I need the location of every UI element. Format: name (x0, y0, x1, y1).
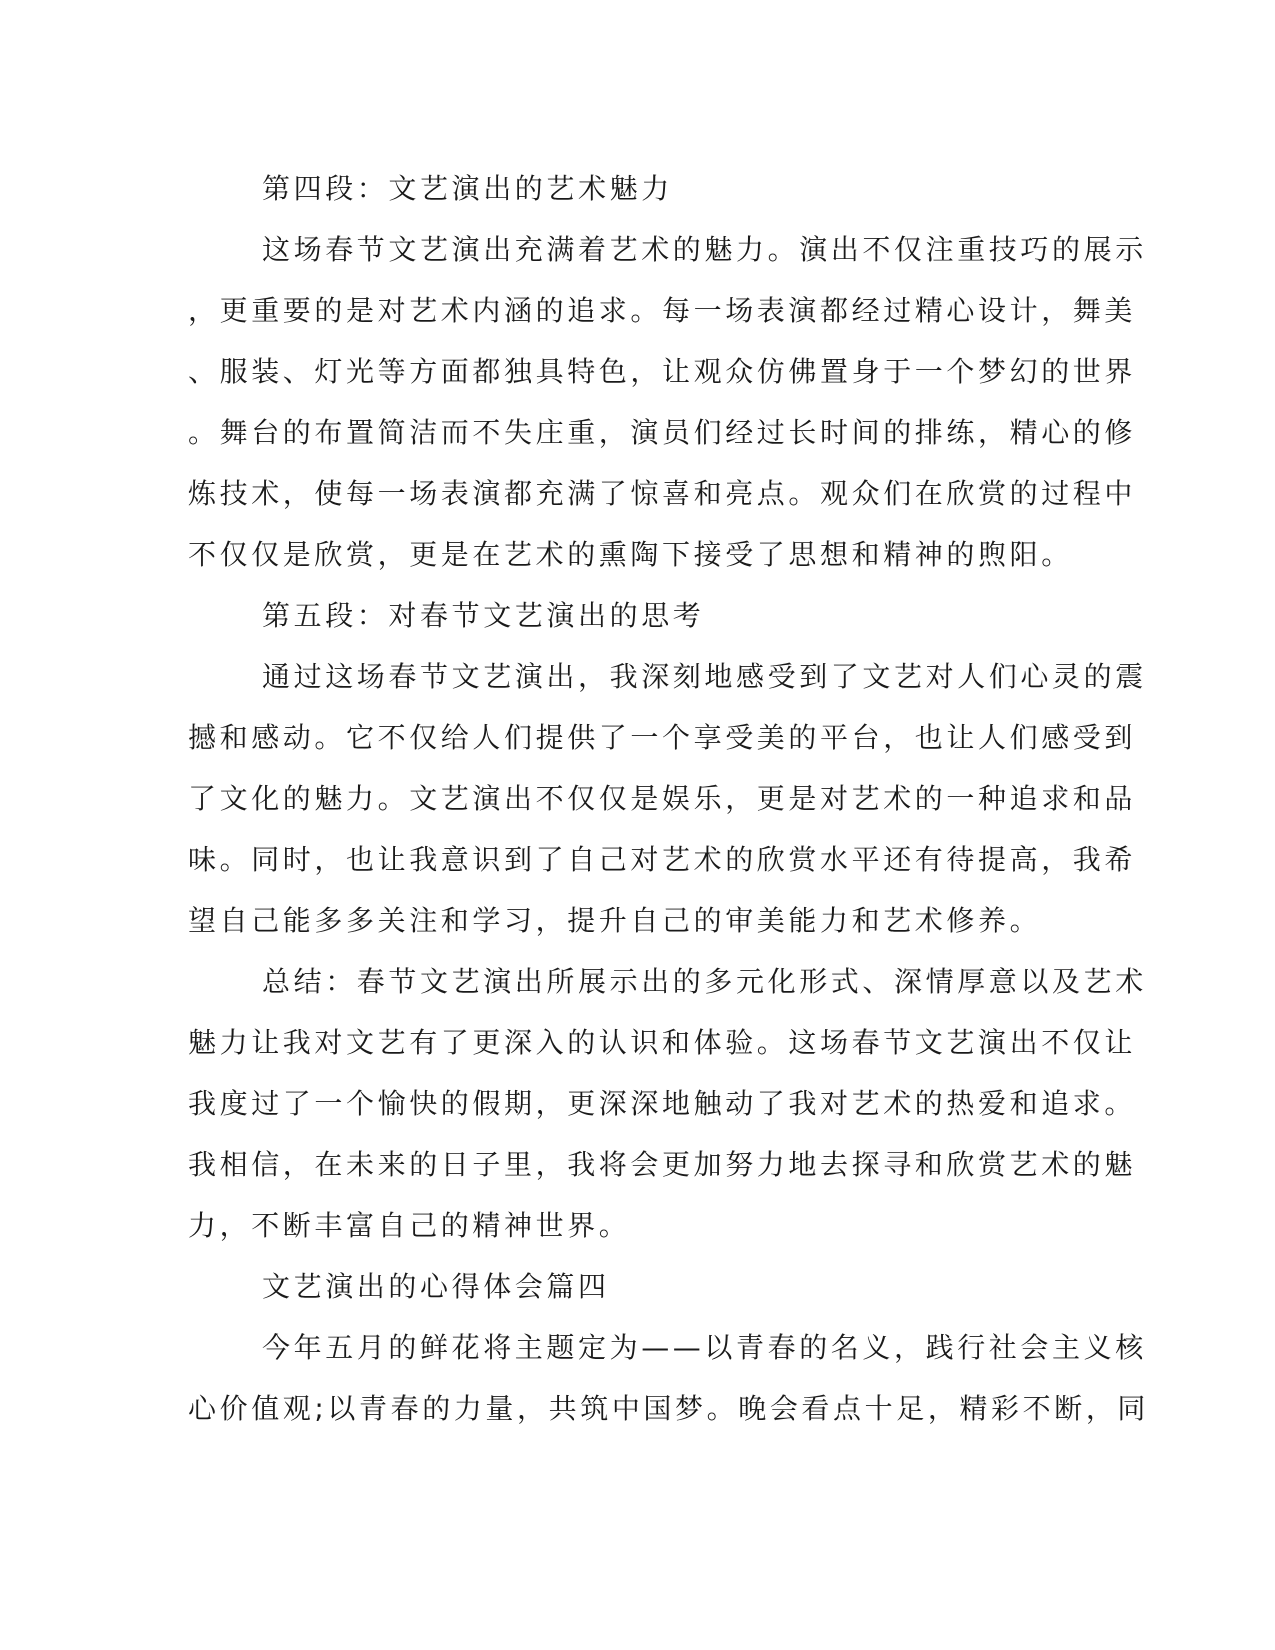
text-line: ，更重要的是对艺术内涵的追求。每一场表演都经过精心设计，舞美 (188, 294, 1137, 327)
text-line: 通过这场春节文艺演出，我深刻地感受到了文艺对人们心灵的震 (262, 660, 1147, 693)
text-line: 魅力让我对文艺有了更深入的认识和体验。这场春节文艺演出不仅让 (188, 1026, 1137, 1059)
text-line: 我度过了一个愉快的假期，更深深地触动了我对艺术的热爱和追求。 (188, 1087, 1137, 1120)
article-title: 文艺演出的心得体会篇四 (262, 1270, 610, 1303)
text-line: 、服装、灯光等方面都独具特色，让观众仿佛置身于一个梦幻的世界 (188, 355, 1137, 388)
text-line: 心价值观;以青春的力量，共筑中国梦。晚会看点十足，精彩不断，同 (188, 1392, 1150, 1425)
text-line: 了文化的魅力。文艺演出不仅仅是娱乐，更是对艺术的一种追求和品 (188, 782, 1137, 815)
summary-line: 总结：春节文艺演出所展示出的多元化形式、深情厚意以及艺术 (262, 965, 1147, 998)
text-line: 力，不断丰富自己的精神世界。 (188, 1209, 631, 1242)
section-heading-5: 第五段：对春节文艺演出的思考 (262, 599, 705, 632)
text-line: 望自己能多多关注和学习，提升自己的审美能力和艺术修养。 (188, 904, 1042, 937)
section-heading-4: 第四段：文艺演出的艺术魅力 (262, 172, 673, 205)
document-body (188, 158, 1150, 1439)
text-line: 炼技术，使每一场表演都充满了惊喜和亮点。观众们在欣赏的过程中 (188, 477, 1137, 510)
text-line: 味。同时，也让我意识到了自己对艺术的欣赏水平还有待提高，我希 (188, 843, 1137, 876)
text-line: 撼和感动。它不仅给人们提供了一个享受美的平台，也让人们感受到 (188, 721, 1137, 754)
text-line: 。舞台的布置简洁而不失庄重，演员们经过长时间的排练，精心的修 (188, 416, 1137, 449)
text-line: 这场春节文艺演出充满着艺术的魅力。演出不仅注重技巧的展示 (262, 233, 1147, 266)
text-line: 今年五月的鲜花将主题定为——以青春的名义，践行社会主义核 (262, 1331, 1147, 1364)
text-line: 不仅仅是欣赏，更是在艺术的熏陶下接受了思想和精神的煦阳。 (188, 538, 1073, 571)
text-line: 我相信，在未来的日子里，我将会更加努力地去探寻和欣赏艺术的魅 (188, 1148, 1137, 1181)
